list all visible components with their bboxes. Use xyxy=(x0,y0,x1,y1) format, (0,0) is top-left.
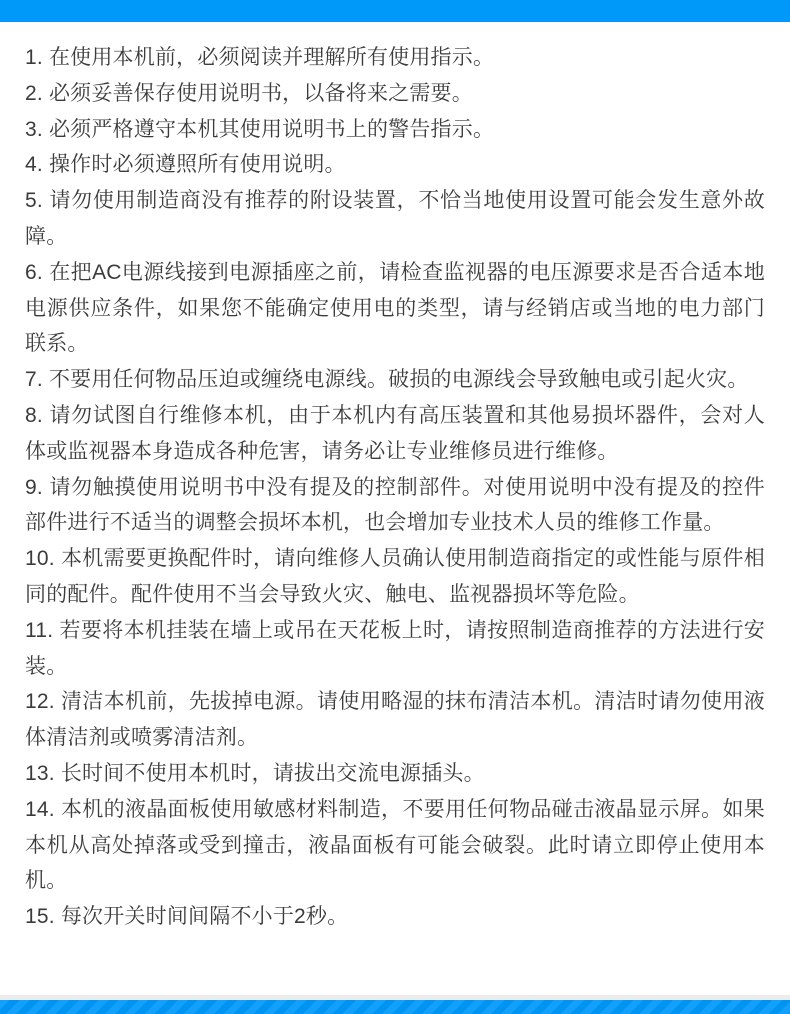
instruction-item: 10. 本机需要更换配件时，请向维修人员确认使用制造商指定的或性能与原件相同的配件。配件使用不当会导致火灾、触电、监视器损坏等危险。 xyxy=(25,547,765,606)
instruction-item: 2. 必须妥善保存使用说明书，以备将来之需要。 xyxy=(25,81,473,105)
instruction-item: 1. 在使用本机前，必须阅读并理解所有使用指示。 xyxy=(25,46,495,69)
instruction-item: 8. 请勿试图自行维修本机，由于本机内有高压装置和其他易损坏器件，会对人体或监视器本身造成各种危害，请务必让专业维修员进行维修。 xyxy=(25,403,765,463)
instruction-item: 13. 长时间不使用本机时，请拔出交流电源插头。 xyxy=(25,761,485,785)
instruction-item: 5. 请勿使用制造商没有推荐的附设装置，不恰当地使用设置可能会发生意外故障。 xyxy=(25,189,765,248)
instruction-item: 3. 必须严格遵守本机其使用说明书上的警告指示。 xyxy=(25,117,495,141)
instruction-item: 7. 不要用任何物品压迫或缠绕电源线。破损的电源线会导致触电或引起火灾。 xyxy=(25,368,749,392)
instruction-item: 11. 若要将本机挂装在墙上或吊在天花板上时，请按照制造商推荐的方法进行安装。 xyxy=(25,618,765,678)
safety-instructions-list xyxy=(0,22,790,935)
instruction-item: 4. 操作时必须遵照所有使用说明。 xyxy=(25,153,346,177)
top-banner xyxy=(0,0,790,22)
instruction-item: 6. 在把AC电源线接到电源插座之前，请检查监视器的电压源要求是否合适本地电源供应条件，如果您不能确定使用电的类型，请与经销店或当地的电力部门联系。 xyxy=(25,260,765,356)
instruction-item: 15. 每次开关时间间隔不小于2秒。 xyxy=(25,905,349,929)
instruction-item: 9. 请勿触摸使用说明书中没有提及的控制部件。对使用说明中没有提及的控件部件进行不适当的调整会损坏本机，也会增加专业技术人员的维修工作量。 xyxy=(25,475,765,535)
instruction-item: 14. 本机的液晶面板使用敏感材料制造，不要用任何物品碰击液晶显示屏。如果本机从高处掉落或受到撞击，液晶面板有可能会破裂。此时请立即停止使用本机。 xyxy=(25,797,765,893)
bottom-banner xyxy=(0,1000,790,1014)
instruction-item: 12. 清洁本机前，先拔掉电源。请使用略湿的抹布清洁本机。清洁时请勿使用液体清洁剂或喷雾清洁剂。 xyxy=(25,690,765,750)
